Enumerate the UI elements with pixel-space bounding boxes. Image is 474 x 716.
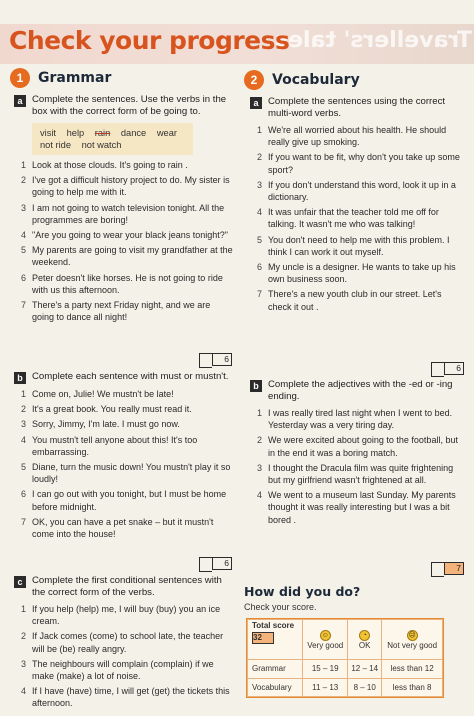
exercise-item: 6 My uncle is a designer. He wants to take up his own business soon. <box>256 262 456 285</box>
exercise-item: 1 Look at those clouds. It's going to rain . <box>20 160 188 170</box>
neutral-face-icon: ◔ <box>359 630 370 641</box>
exercise-item: 1 Come on, Julie! We mustn't be late! <box>20 389 174 399</box>
section-number-circle: 1 <box>10 68 30 88</box>
exercise-item: 3 The neighbours will complain (complain) if we make (make) a lot of noise. <box>20 658 214 682</box>
grammar-heading <box>10 68 111 88</box>
col-very-good: ☺ Very good <box>303 620 348 660</box>
score-table-header <box>248 620 443 660</box>
task-letter: c <box>14 576 26 588</box>
word: not watch <box>81 140 122 150</box>
vocabulary-heading <box>244 70 360 90</box>
task-letter: a <box>14 95 26 107</box>
exercise-item: 2 It's a great book. You really must read it. <box>20 404 192 415</box>
exercise-item: 4 If I have (have) time, I will get (get) the tickets this afternoon. <box>20 686 230 709</box>
word-struck: rain <box>94 128 111 138</box>
exercise-items <box>250 124 466 313</box>
exercise-item: 1 If you help (help) me, I will buy (buy) you an ice cream. <box>20 604 221 627</box>
col-ok: ◔ OK <box>348 620 382 660</box>
exercise-item: 3 If you don't understand this word, look it up in a dictionary. <box>256 179 456 203</box>
score-box: 7 <box>444 562 464 575</box>
word-box <box>32 123 193 155</box>
exercise-item: 2 If Jack comes (come) to school late, the teacher will be (be) really angry. <box>20 631 224 654</box>
exercise-item: 3 Sorry, Jimmy, I'm late. I must go now. <box>20 419 180 430</box>
table-row: Vocabulary 11 – 13 8 – 10 less than 8 <box>248 678 443 697</box>
exercise-item: 3 I am not going to watch television tonight. All the programmes are boring! <box>20 202 225 225</box>
ghost-heading: Travellers' tales <box>275 28 472 53</box>
total-score-label: Total score <box>252 621 295 630</box>
exercise-item: 1 I was really tired last night when I went to bed. Yesterday was a very tiring day. <box>256 408 453 431</box>
exercise-item: 2 If you want to be fit, why don't you take up some sport? <box>256 152 460 175</box>
grammar-title: Grammar <box>38 70 112 86</box>
word: help <box>66 128 85 138</box>
vocabulary-task-b <box>250 379 466 526</box>
how-did-you-do-subtitle: Check your score. <box>244 602 317 612</box>
how-did-you-do-title: How did you do? <box>244 584 361 599</box>
total-score-cell <box>248 620 303 660</box>
sad-face-icon: ☹ <box>408 631 416 639</box>
score-box: 6 <box>444 362 464 375</box>
exercise-item: 6 I can go out with you tonight, but I must be home before midnight. <box>20 489 227 512</box>
grammar-task-b <box>14 371 234 540</box>
task-instruction: Complete the first conditional sentences with the correct form of the verbs. <box>32 575 222 598</box>
word: visit <box>40 128 57 138</box>
task-letter: a <box>250 97 262 109</box>
score-box: 6 <box>212 557 232 570</box>
exercise-item: 4 "Are you going to wear your black jeans tonight?" <box>20 230 229 241</box>
exercise-item: 7 There's a party next Friday night, and we are going to dance all night! <box>20 300 211 323</box>
table-row: Grammar 15 – 19 12 – 14 less than 12 <box>248 660 443 678</box>
exercise-item: 4 You mustn't tell anyone about this! It's too embarrassing. <box>20 434 198 457</box>
exercise-item: 1 We're all worried about his health. He should really give up smoking. <box>256 125 447 148</box>
exercise-item: 4 We went to a museum last Sunday. My parents thought it was really interesting but I was a bit bored . <box>256 490 456 525</box>
word: wear <box>156 128 177 138</box>
grammar-task-a <box>14 94 234 323</box>
task-instruction: Complete the sentences using the correct multi-word verbs. <box>268 96 446 119</box>
exercise-item: 5 Diane, turn the music down! You mustn't play it so loudly! <box>20 462 231 485</box>
exercise-items <box>14 388 234 540</box>
task-letter: b <box>250 380 262 392</box>
exercise-item: 5 My parents are going to visit my grandfather at the weekend. <box>20 245 233 268</box>
score-table <box>246 618 444 698</box>
grammar-task-c <box>14 575 234 710</box>
exercise-items <box>250 407 466 526</box>
score-box: 6 <box>212 353 232 366</box>
exercise-items <box>14 603 234 710</box>
word: dance <box>120 128 147 138</box>
task-instruction: Complete the sentences. Use the verbs in the box with the correct form of be going to. <box>32 94 227 117</box>
page-title: Check your progress <box>9 26 290 55</box>
word: not ride <box>40 140 72 150</box>
vocabulary-task-a <box>250 96 466 313</box>
exercise-item: 2 We were excited about going to the football, but in the end it was a boring match. <box>256 435 458 458</box>
exercise-item: 4 It was unfair that the teacher told me off for talking. It wasn't me who was talking! <box>256 207 439 230</box>
task-letter: b <box>14 372 26 384</box>
exercise-items <box>14 159 234 323</box>
total-score-value: 32 <box>252 632 274 644</box>
exercise-item: 2 I've got a difficult history project to do. My sister is going to help me with it. <box>20 175 230 198</box>
task-instruction: Complete each sentence with must or mustn't. <box>32 371 229 382</box>
col-not-very-good: ☹ Not very good <box>382 620 443 660</box>
vocabulary-title: Vocabulary <box>272 72 360 88</box>
smiley-icon: ☺ <box>321 631 329 639</box>
exercise-item: 5 You don't need to help me with this problem. I think I can work it out myself. <box>256 234 450 257</box>
exercise-item: 3 I thought the Dracula film was quite frightening but my girlfriend wasn't frightened at all. <box>256 462 454 486</box>
task-instruction: Complete the adjectives with the -ed or -ing ending. <box>268 379 453 402</box>
exercise-item: 7 OK, you can have a pet snake – but it mustn't come into the house! <box>20 516 214 540</box>
section-number-circle: 2 <box>244 70 264 90</box>
exercise-item: 6 Peter doesn't like horses. He is not going to ride with us this afternoon. <box>20 272 223 295</box>
exercise-item: 7 There's a new youth club in our street. Let's check it out . <box>256 289 442 312</box>
